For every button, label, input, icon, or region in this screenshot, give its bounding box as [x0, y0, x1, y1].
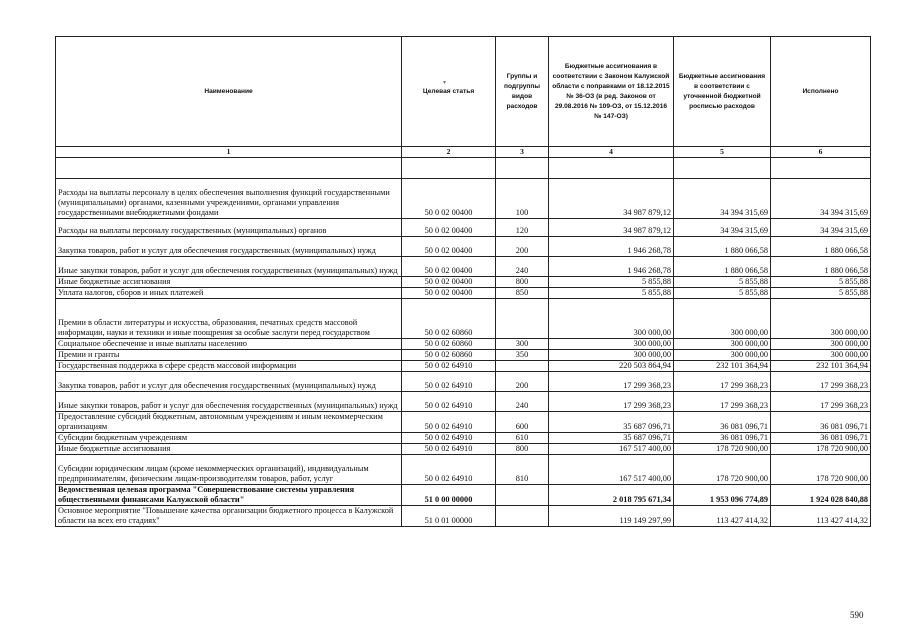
target-article-cell: 50 0 02 00400	[402, 237, 496, 257]
budget-list-amount-cell: 178 720 900,00	[674, 444, 771, 455]
executed-amount-cell: 300 000,00	[771, 299, 871, 339]
table-row	[56, 179, 871, 219]
row-name-cell: Иные закупки товаров, работ и услуг для обеспечения государственных (муниципальных) нужд	[56, 257, 402, 277]
row-name-cell: Закупка товаров, работ и услуг для обеспечения государственных (муниципальных) нужд	[56, 237, 402, 257]
law-amount-cell: 220 503 864,94	[549, 361, 674, 372]
row-name-cell: Государственная поддержка в сфере средств массовой информации	[56, 361, 402, 372]
column-number: 1	[56, 147, 402, 158]
executed-amount-cell: 36 081 096,71	[771, 412, 871, 433]
expense-group-cell: 610	[496, 433, 549, 444]
law-amount-cell: 1 946 268,78	[549, 237, 674, 257]
budget-list-amount-cell: 17 299 368,23	[674, 372, 771, 392]
row-name-cell: Иные бюджетные ассигнования	[56, 444, 402, 455]
spacer-cell	[56, 158, 402, 179]
target-article-cell: 50 0 02 00400	[402, 219, 496, 237]
executed-amount-cell: 178 720 900,00	[771, 444, 871, 455]
target-article-cell: 50 0 02 60860	[402, 299, 496, 339]
header-expense-group: Группы и подгруппы видов расходов	[496, 37, 549, 147]
row-name-cell: Основное мероприятие "Повышение качества организации бюджетного процесса в Калужской области на всех его стадиях"	[56, 506, 402, 527]
law-amount-cell: 167 517 400,00	[549, 444, 674, 455]
header-budget-list: Бюджетные ассигнования в соответствии с уточненной бюджетной росписью расходов	[674, 37, 771, 147]
executed-amount-cell: 5 855,88	[771, 277, 871, 288]
law-amount-cell: 17 299 368,23	[549, 372, 674, 392]
expense-group-cell	[496, 299, 549, 339]
target-article-cell: 50 0 02 64910	[402, 455, 496, 485]
column-number: 5	[674, 147, 771, 158]
row-name-cell: Социальное обеспечение и иные выплаты населению	[56, 339, 402, 350]
executed-amount-cell: 5 855,88	[771, 288, 871, 299]
law-amount-cell: 2 018 795 671,34	[549, 485, 674, 506]
budget-table	[55, 36, 871, 527]
row-name-cell: Субсидии юридическим лицам (кроме некоммерческих организаций), индивидуальным предпринимателям, физическим лицам-производителям товаров, работ, услуг	[56, 455, 402, 485]
table-row	[56, 361, 871, 372]
budget-list-amount-cell: 232 101 364,94	[674, 361, 771, 372]
expense-group-cell: 800	[496, 277, 549, 288]
expense-group-cell	[496, 506, 549, 527]
table-row	[56, 277, 871, 288]
table-row	[56, 392, 871, 412]
budget-list-amount-cell: 178 720 900,00	[674, 455, 771, 485]
table-row	[56, 219, 871, 237]
budget-list-amount-cell: 36 081 096,71	[674, 433, 771, 444]
expense-group-cell: 300	[496, 339, 549, 350]
page-number: 590	[850, 610, 864, 620]
executed-amount-cell: 34 394 315,69	[771, 219, 871, 237]
header-law-appropriations: Бюджетные ассигнования в соответствии с Законом Калужской области с поправками от 18.12.2015 № 36-ОЗ (в ред. Законов от 29.08.2016 № 109-ОЗ, от 15.12.2016 № 147-ОЗ)	[549, 37, 674, 147]
header-executed: Исполнено	[771, 37, 871, 147]
budget-list-amount-cell: 36 081 096,71	[674, 412, 771, 433]
table-row	[56, 372, 871, 392]
expense-group-cell: 200	[496, 237, 549, 257]
table-body	[56, 179, 871, 527]
row-name-cell: Уплата налогов, сборов и иных платежей	[56, 288, 402, 299]
column-number: 2	[402, 147, 496, 158]
executed-amount-cell: 17 299 368,23	[771, 392, 871, 412]
target-article-cell: 50 0 02 00400	[402, 179, 496, 219]
expense-group-cell: 200	[496, 372, 549, 392]
executed-amount-cell: 1 880 066,58	[771, 257, 871, 277]
target-article-cell: 51 0 00 00000	[402, 485, 496, 506]
table-row	[56, 485, 871, 506]
row-name-cell: Иные закупки товаров, работ и услуг для обеспечения государственных (муниципальных) нужд	[56, 392, 402, 412]
target-article-cell: 50 0 02 00400	[402, 277, 496, 288]
executed-amount-cell: 232 101 364,94	[771, 361, 871, 372]
law-amount-cell: 5 855,88	[549, 277, 674, 288]
executed-amount-cell: 1 924 028 840,88	[771, 485, 871, 506]
table-row	[56, 412, 871, 433]
budget-list-amount-cell: 300 000,00	[674, 350, 771, 361]
target-article-cell: 50 0 02 60860	[402, 339, 496, 350]
table-row	[56, 444, 871, 455]
budget-list-amount-cell: 1 880 066,58	[674, 257, 771, 277]
spacer-cell	[674, 158, 771, 179]
row-name-cell: Премии в области литературы и искусства, образования, печатных средств массовой информации, науки и техники и иные поощрения за особые заслуги перед государством	[56, 299, 402, 339]
spacer-cell	[771, 158, 871, 179]
column-number: 3	[496, 147, 549, 158]
table-row	[56, 257, 871, 277]
expense-group-cell: 120	[496, 219, 549, 237]
budget-list-amount-cell: 113 427 414,32	[674, 506, 771, 527]
target-article-cell: 50 0 02 64910	[402, 444, 496, 455]
executed-amount-cell: 300 000,00	[771, 339, 871, 350]
executed-amount-cell: 17 299 368,23	[771, 372, 871, 392]
executed-amount-cell: 300 000,00	[771, 350, 871, 361]
expense-group-cell: 240	[496, 392, 549, 412]
spacer-cell	[402, 158, 496, 179]
law-amount-cell: 300 000,00	[549, 350, 674, 361]
target-article-cell: 50 0 02 60860	[402, 350, 496, 361]
target-article-cell: 50 0 02 64910	[402, 372, 496, 392]
budget-list-amount-cell: 300 000,00	[674, 299, 771, 339]
column-number: 6	[771, 147, 871, 158]
table-row	[56, 506, 871, 527]
target-article-cell: 50 0 02 00400	[402, 288, 496, 299]
budget-list-amount-cell: 17 299 368,23	[674, 392, 771, 412]
table-row	[56, 288, 871, 299]
row-name-cell: Расходы на выплаты персоналу государственных (муниципальных) органов	[56, 219, 402, 237]
expense-group-cell: 800	[496, 444, 549, 455]
row-name-cell: Премии и гранты	[56, 350, 402, 361]
law-amount-cell: 34 987 879,12	[549, 219, 674, 237]
law-amount-cell: 1 946 268,78	[549, 257, 674, 277]
row-name-cell: Субсидии бюджетным учреждениям	[56, 433, 402, 444]
table-row	[56, 237, 871, 257]
law-amount-cell: 17 299 368,23	[549, 392, 674, 412]
law-amount-cell: 300 000,00	[549, 299, 674, 339]
law-amount-cell: 119 149 297,99	[549, 506, 674, 527]
table-row	[56, 455, 871, 485]
expense-group-cell: 350	[496, 350, 549, 361]
row-name-cell: Расходы на выплаты персоналу в целях обеспечения выполнения функций государственными (муниципальными) органами, казенными учреждениями, органами управления государственными внебюджетными фондами	[56, 179, 402, 219]
expense-group-cell: 600	[496, 412, 549, 433]
target-article-cell: 50 0 02 00400	[402, 257, 496, 277]
law-amount-cell: 167 517 400,00	[549, 455, 674, 485]
budget-report-page	[55, 36, 870, 527]
table-row	[56, 350, 871, 361]
header-name: Наименование	[56, 37, 402, 147]
target-article-cell: 50 0 02 64910	[402, 412, 496, 433]
law-amount-cell: 35 687 096,71	[549, 412, 674, 433]
expense-group-cell	[496, 361, 549, 372]
expense-group-cell: 100	[496, 179, 549, 219]
law-amount-cell: 5 855,88	[549, 288, 674, 299]
target-article-cell: 50 0 02 64910	[402, 433, 496, 444]
target-article-cell: 51 0 01 00000	[402, 506, 496, 527]
table-row	[56, 339, 871, 350]
executed-amount-cell: 113 427 414,32	[771, 506, 871, 527]
executed-amount-cell: 34 394 315,69	[771, 179, 871, 219]
budget-list-amount-cell: 300 000,00	[674, 339, 771, 350]
law-amount-cell: 35 687 096,71	[549, 433, 674, 444]
target-article-cell: 50 0 02 64910	[402, 392, 496, 412]
column-number-row	[56, 147, 871, 158]
expense-group-cell: 850	[496, 288, 549, 299]
budget-list-amount-cell: 5 855,88	[674, 277, 771, 288]
spacer-cell	[549, 158, 674, 179]
law-amount-cell: 34 987 879,12	[549, 179, 674, 219]
spacer-row	[56, 158, 871, 179]
expense-group-cell	[496, 485, 549, 506]
scan-mark: ▾	[443, 80, 447, 86]
budget-list-amount-cell: 1 953 096 774,89	[674, 485, 771, 506]
column-number: 4	[549, 147, 674, 158]
budget-list-amount-cell: 34 394 315,69	[674, 219, 771, 237]
row-name-cell: Предоставление субсидий бюджетным, автономным учреждениям и иным некоммерческим организациям	[56, 412, 402, 433]
row-name-cell: Закупка товаров, работ и услуг для обеспечения государственных (муниципальных) нужд	[56, 372, 402, 392]
header-target-article: Целевая статья	[402, 37, 496, 147]
table-row	[56, 299, 871, 339]
target-article-cell: 50 0 02 64910	[402, 361, 496, 372]
spacer-cell	[496, 158, 549, 179]
executed-amount-cell: 36 081 096,71	[771, 433, 871, 444]
executed-amount-cell: 178 720 900,00	[771, 455, 871, 485]
budget-list-amount-cell: 1 880 066,58	[674, 237, 771, 257]
budget-list-amount-cell: 34 394 315,69	[674, 179, 771, 219]
row-name-cell: Иные бюджетные ассигнования	[56, 277, 402, 288]
law-amount-cell: 300 000,00	[549, 339, 674, 350]
row-name-cell: Ведомственная целевая программа "Совершенствование системы управления общественными финансами Калужской области"	[56, 485, 402, 506]
executed-amount-cell: 1 880 066,58	[771, 237, 871, 257]
budget-list-amount-cell: 5 855,88	[674, 288, 771, 299]
expense-group-cell: 810	[496, 455, 549, 485]
table-row	[56, 433, 871, 444]
expense-group-cell: 240	[496, 257, 549, 277]
